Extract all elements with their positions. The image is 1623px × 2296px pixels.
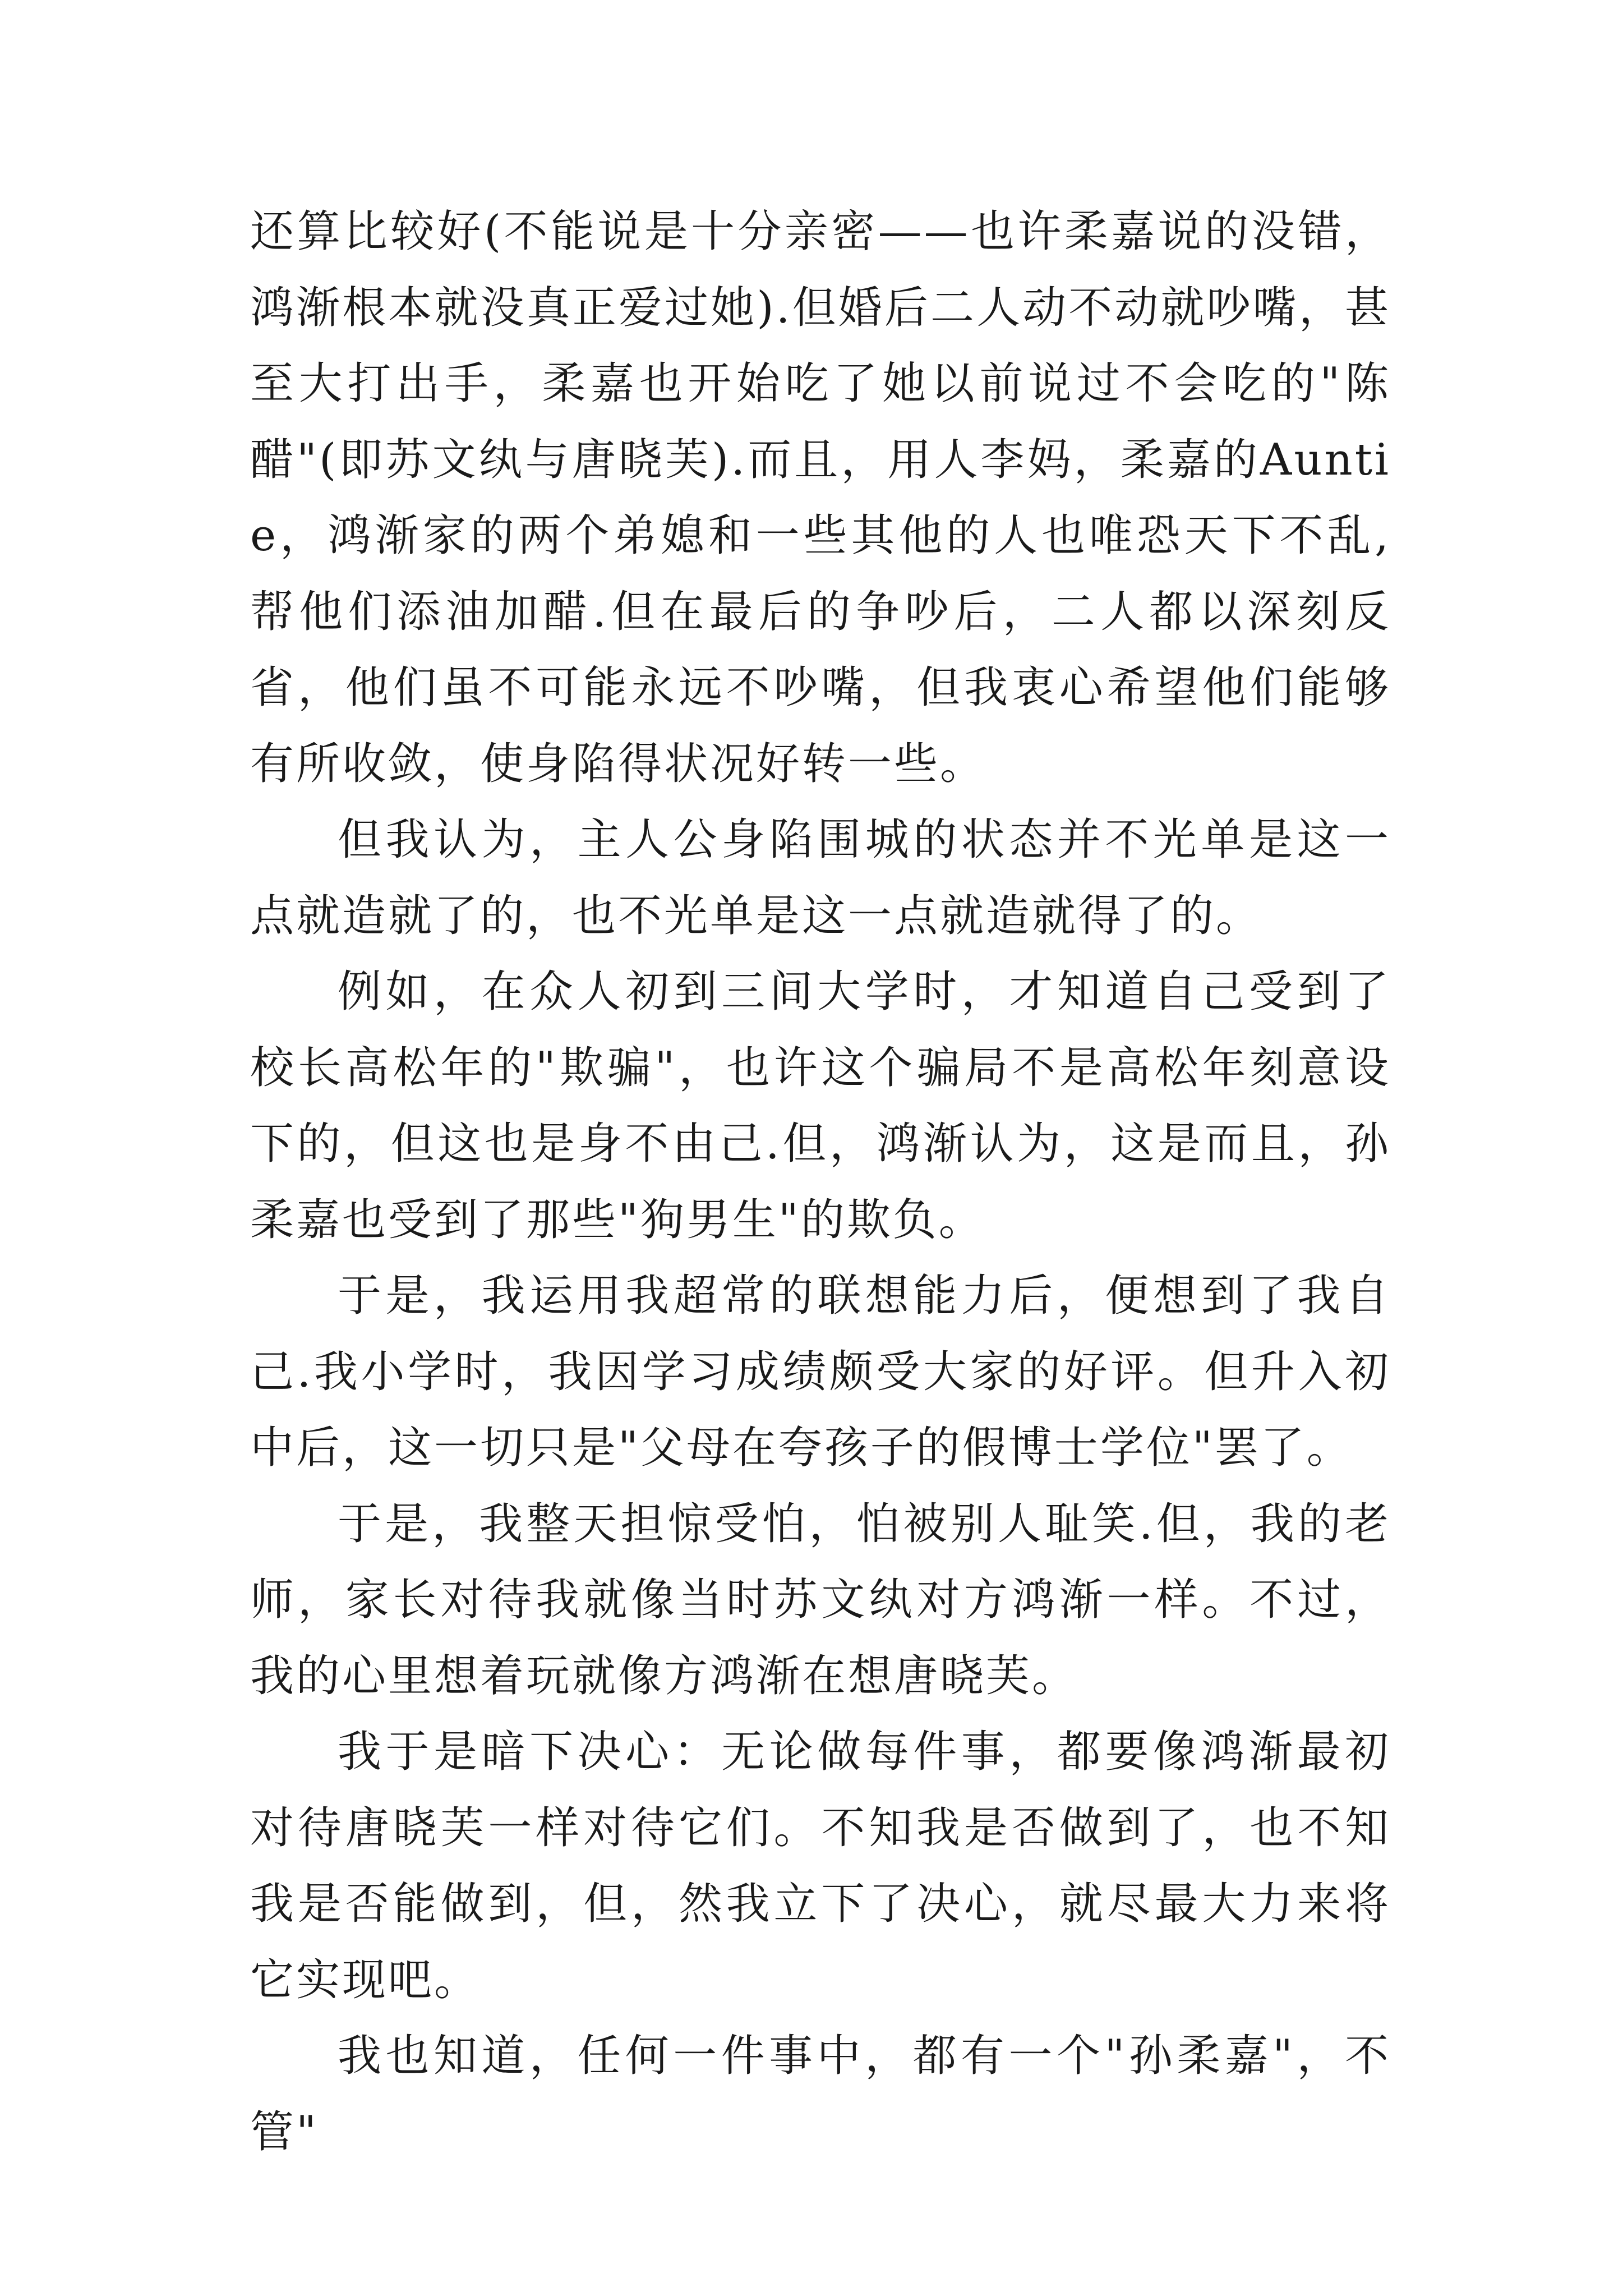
paragraph: 但我认为，主人公身陷围城的状态并不光单是这一点就造就了的，也不光单是这一点就造就得了的。: [250, 815, 1391, 941]
paragraph: 于是，我运用我超常的联想能力后，便想到了我自己.我小学时，我因学习成绩颇受大家的好评。但升入初中后，这一切只是"父母在夸孩子的假博士学位"罢了。: [250, 1271, 1391, 1473]
paragraph-continued: 还算比较好(不能说是十分亲密——也许柔嘉说的没错，鸿渐根本就没真正爱过她).但婚后二人动不动就吵嘴，甚至大打出手，柔嘉也开始吃了她以前说过不会吃的"陈醋"(即苏文纨与唐晓芙).而且，用人李妈，柔嘉的Auntie，鸿渐家的两个弟媳和一些其他的人也唯恐天下不乱,帮他们添油加醋.但在最后的争吵后，二人都以深刻反省，他们虽不可能永远不吵嘴，但我衷心希望他们能够有所收敛，使身陷得状况好转一些。: [250, 206, 1391, 789]
paragraph: 我于是暗下决心：无论做每件事，都要像鸿渐最初对待唐晓芙一样对待它们。不知我是否做到了，也不知我是否能做到，但，然我立下了决心，就尽最大力来将它实现吧。: [250, 1727, 1391, 2005]
paragraph-truncated: 我也知道，任何一件事中，都有一个"孙柔嘉"，不管": [250, 2031, 1391, 2157]
paragraph: 例如，在众人初到三间大学时，才知道自己受到了校长高松年的"欺骗"，也许这个骗局不是高松年刻意设下的，但这也是身不由己.但，鸿渐认为，这是而且，孙柔嘉也受到了那些"狗男生"的欺负。: [250, 967, 1391, 1245]
document-body: [250, 194, 1391, 2170]
paragraph: 于是，我整天担惊受怕，怕被别人耻笑.但，我的老师，家长对待我就像当时苏文纨对方鸿渐一样。不过，我的心里想着玩就像方鸿渐在想唐晓芙。: [250, 1498, 1391, 1701]
